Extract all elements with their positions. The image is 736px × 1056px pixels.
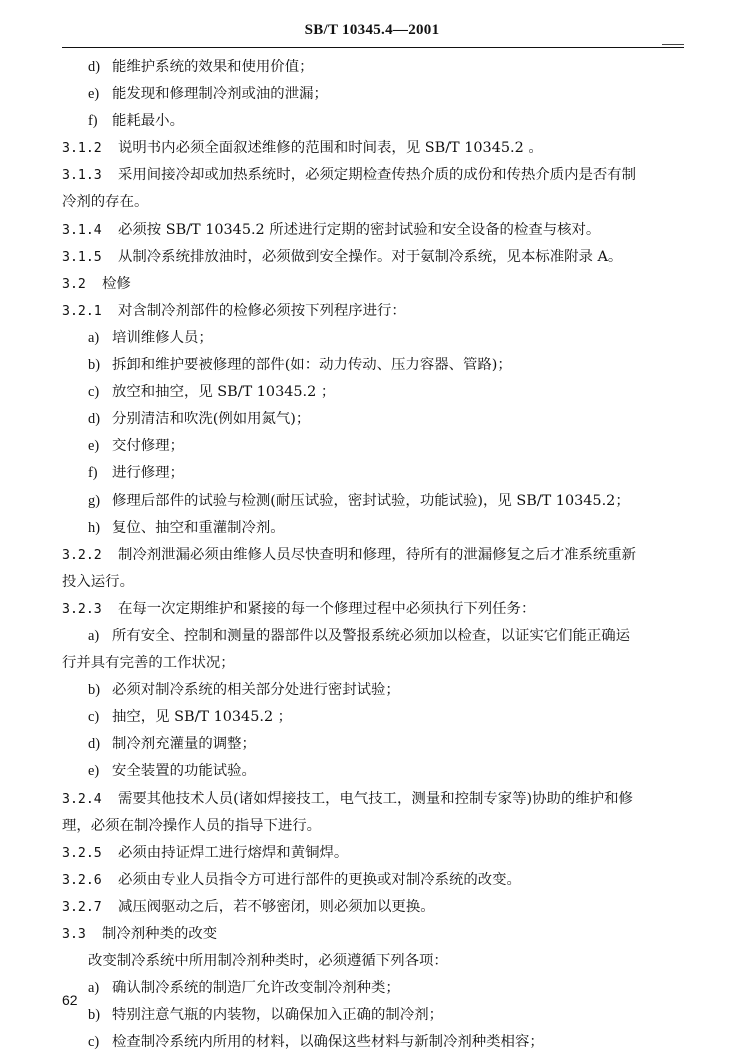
clause-number: 3.2.6 [62, 872, 102, 888]
clause-number: 3.2.4 [62, 791, 102, 807]
list-item [62, 1029, 692, 1056]
clause [62, 217, 692, 244]
line-text: 说明书内必须全面叙述维修的范围和时间表，见 SB/T 10345.2 。 [118, 140, 543, 157]
clause-number: 3.1.3 [62, 168, 102, 184]
line-text: 理，必须在制冷操作人员的指导下进行。 [62, 817, 322, 834]
line-text: 拆卸和维护要被修理的部件(如：动力传动、压力容器、管路)； [112, 357, 512, 374]
list-item [62, 379, 692, 406]
list-item [62, 433, 692, 460]
line-text: 培训维修人员； [112, 329, 213, 346]
item-label: a) [88, 627, 100, 644]
list-item [62, 731, 692, 758]
list-item [62, 81, 692, 108]
line-text: 能耗最小。 [112, 113, 184, 130]
line-text: 采用间接冷却或加热系统时，必须定期检查传热介质的成份和传热介质内是否有制 [118, 167, 637, 184]
clause [62, 596, 692, 623]
list-item [62, 108, 692, 135]
item-label: e) [88, 86, 100, 103]
list-item [62, 1002, 692, 1029]
item-label: b) [88, 682, 100, 699]
clause-number: 3.1.2 [62, 141, 102, 157]
continuation-line [62, 813, 692, 840]
line-text: 能维护系统的效果和使用价值； [112, 59, 314, 75]
clause-number: 3.2.3 [62, 601, 102, 617]
line-text: 交付修理； [112, 438, 184, 455]
item-label: d) [88, 59, 100, 75]
line-text: 分别清洁和吹洗(例如用氮气)； [112, 411, 311, 428]
item-label: c) [88, 709, 100, 726]
item-label: d) [88, 411, 100, 428]
item-label: e) [88, 438, 100, 455]
continuation-line [62, 650, 692, 677]
item-label: a) [88, 329, 100, 346]
clause-number: 3.2.7 [62, 899, 102, 915]
line-text: 减压阀驱动之后，若不够密闭，则必须加以更换。 [118, 898, 435, 915]
list-item [62, 406, 692, 433]
clause [62, 244, 692, 271]
line-text: 放空和抽空，见 SB/T 10345.2 ； [112, 384, 336, 401]
clause-number: 3.1.4 [62, 222, 102, 238]
clause-number: 3.1.5 [62, 249, 102, 265]
line-text: 需要其他技术人员(诸如焊接技工，电气技工，测量和控制专家等)协助的维护和修 [118, 790, 633, 807]
list-item [62, 325, 692, 352]
item-label: c) [88, 1034, 100, 1051]
line-text: 制冷剂充灌量的调整； [112, 736, 256, 753]
paragraph [62, 948, 692, 975]
list-item [62, 975, 692, 1002]
list-item [62, 704, 692, 731]
line-text: 制冷剂泄漏必须由维修人员尽快查明和修理，待所有的泄漏修复之后才准系统重新 [118, 546, 637, 563]
item-label: c) [88, 384, 100, 401]
continuation-line [62, 189, 692, 216]
line-text: 必须对制冷系统的相关部分处进行密封试验； [112, 682, 400, 699]
line-text: 安全装置的功能试验。 [112, 763, 256, 780]
line-text: 确认制冷系统的制造厂允许改变制冷剂种类； [112, 980, 400, 997]
clause [62, 162, 692, 189]
section-number: 3.2 [62, 276, 86, 292]
clause [62, 135, 692, 162]
document-body [62, 54, 692, 1056]
line-text: 抽空，见 SB/T 10345.2 ； [112, 709, 293, 726]
list-item [62, 677, 692, 704]
item-label: a) [88, 980, 100, 997]
line-text: 能发现和修理制冷剂或油的泄漏； [112, 86, 328, 103]
list-item [62, 54, 692, 81]
list-item [62, 758, 692, 785]
item-label: b) [88, 357, 100, 374]
list-item [62, 460, 692, 487]
line-text: 行并具有完善的工作状况； [62, 655, 235, 672]
section-heading [62, 921, 692, 948]
clause [62, 867, 692, 894]
line-text: 冷剂的存在。 [62, 194, 149, 211]
clause [62, 786, 692, 813]
list-item [62, 623, 692, 650]
clause [62, 542, 692, 569]
clause [62, 894, 692, 921]
item-label: g) [88, 492, 100, 509]
item-label: f) [88, 113, 98, 130]
continuation-line [62, 569, 692, 596]
page-number: 62 [62, 992, 78, 1008]
line-text: 必须按 SB/T 10345.2 所述进行定期的密封试验和安全设备的检查与核对。 [118, 221, 601, 238]
line-text: 对含制冷剂部件的检修必须按下列程序进行： [118, 302, 406, 319]
clause [62, 840, 692, 867]
line-text: 进行修理； [112, 465, 184, 482]
line-text: 检查制冷系统内所用的材料，以确保这些材料与新制冷剂种类相容； [112, 1034, 544, 1051]
section-heading [62, 271, 692, 298]
clause-number: 3.2.1 [62, 303, 102, 319]
section-number: 3.3 [62, 927, 86, 942]
item-label: f) [88, 465, 98, 482]
clause [62, 298, 692, 325]
line-text: 从制冷系统排放油时，必须做到安全操作。对于氨制冷系统，见本标准附录 A。 [118, 248, 623, 265]
list-item [62, 352, 692, 379]
header-rule [62, 47, 684, 48]
line-text: 修理后部件的试验与检测(耐压试验，密封试验，功能试验)，见 SB/T 10345.2； [112, 492, 630, 509]
line-text: 投入运行。 [62, 573, 134, 590]
list-item [62, 515, 692, 542]
line-text: 检修 [102, 275, 131, 292]
header-rule-tail [662, 44, 684, 45]
list-item [62, 488, 692, 515]
line-text: 改变制冷系统中所用制冷剂种类时，必须遵循下列各项： [88, 953, 448, 970]
item-label: h) [88, 519, 100, 536]
line-text: 在每一次定期维护和紧接的每一个修理过程中必须执行下列任务： [118, 600, 536, 617]
item-label: b) [88, 1007, 100, 1024]
item-label: e) [88, 763, 100, 780]
clause-number: 3.2.2 [62, 547, 102, 563]
clause-number: 3.2.5 [62, 845, 102, 861]
standard-header: SB/T 10345.4—2001 [304, 22, 440, 38]
line-text: 复位、抽空和重灌制冷剂。 [112, 519, 285, 536]
line-text: 必须由专业人员指令方可进行部件的更换或对制冷系统的改变。 [118, 871, 521, 888]
line-text: 特别注意气瓶的内装物，以确保加入正确的制冷剂； [112, 1007, 443, 1024]
line-text: 制冷剂种类的改变 [102, 926, 218, 942]
line-text: 所有安全、控制和测量的器部件以及警报系统必须加以检查，以证实它们能正确运 [112, 627, 631, 644]
line-text: 必须由持证焊工进行熔焊和黄铜焊。 [118, 844, 349, 861]
item-label: d) [88, 736, 100, 753]
